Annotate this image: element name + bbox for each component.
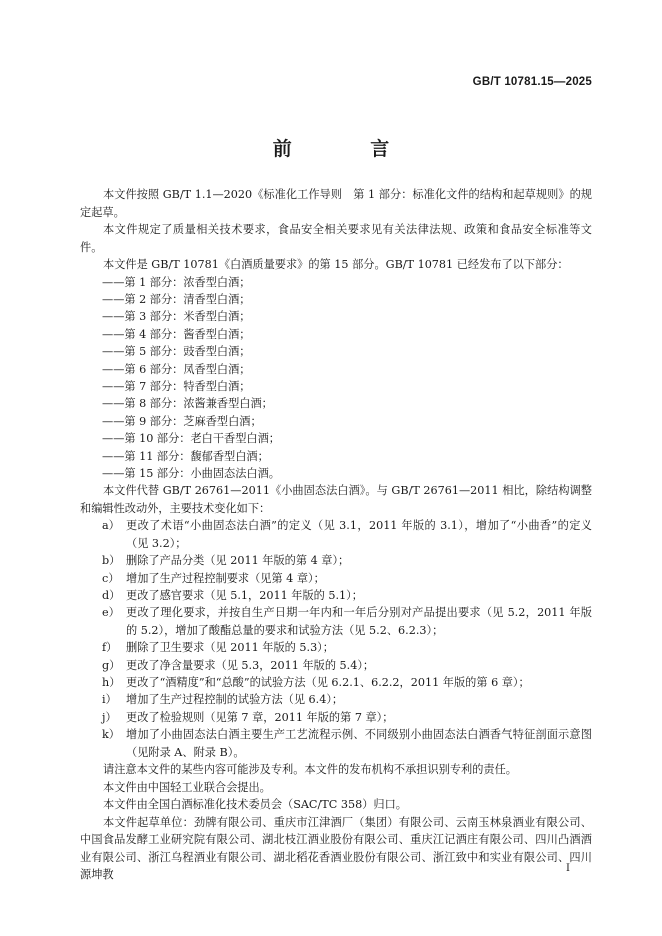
change-item: [80, 639, 592, 656]
change-item: [80, 604, 592, 639]
change-item: [80, 657, 592, 674]
list-item: ——第 7 部分：特香型白酒；: [102, 379, 251, 393]
paragraph-proposer: 本文件由中国轻工业联合会提出。: [103, 780, 271, 794]
change-text: 更改了感官要求（见 5.1，2011 年版的 5.1）；: [126, 589, 363, 602]
paragraph-drafting-units: 本文件起草单位：劲牌有限公司、重庆市江津酒厂（集团）有限公司、云南玉林泉酒业有限公司、中国食品发酵工业研究院有限公司、湖北枝江酒业股份有限公司、重庆江记酒庄有限公司、四川凸酒酒业有限公司、浙江乌程酒业有限公司、湖北稻花香酒业股份有限公司、浙江致中和实业有限公司、四川源坤教: [80, 815, 592, 882]
change-text: 删除了产品分类（见 2011 年版的第 4 章）；: [126, 554, 350, 568]
change-label: f）: [102, 641, 118, 655]
change-text: 增加了生产过程控制要求（见第 4 章）；: [126, 571, 325, 585]
list-item: ——第 15 部分：小曲固态法白酒。: [102, 466, 280, 480]
paragraph-committee: 本文件由全国白酒标准化技术委员会（SAC/TC 358）归口。: [103, 798, 407, 812]
change-text: 更改了净含量要求（见 5.3，2011 年版的 5.4）；: [126, 658, 375, 672]
change-label: k）: [102, 728, 120, 742]
change-item: [80, 709, 592, 726]
change-label: b）: [102, 554, 121, 568]
change-item: [80, 674, 592, 691]
page-title: 前 言: [272, 138, 426, 160]
change-label: c）: [102, 571, 120, 585]
list-item: ——第 5 部分：豉香型白酒；: [102, 345, 251, 359]
paragraph-replacement: 本文件代替 GB/T 26761—2011《小曲固态法白酒》。与 GB/T 26761—2011 相比，除结构调整和编辑性改动外，主要技术变化如下：: [80, 484, 592, 515]
change-label: i）: [102, 693, 117, 707]
list-item: ——第 6 部分：凤香型白酒；: [102, 362, 251, 376]
change-text: 更改了“酒精度”和“总酸”的试验方法（见 6.2.1、6.2.2，2011 年版的第 6 章）；: [126, 676, 530, 690]
change-label: g）: [102, 658, 121, 672]
change-label: a）: [102, 519, 120, 533]
change-label: d）: [102, 589, 121, 602]
change-label: e）: [102, 606, 120, 620]
change-item: [80, 517, 592, 552]
standard-code: GB/T 10781.15—2025: [472, 76, 592, 88]
list-item: ——第 8 部分：浓酱兼香型白酒；: [102, 397, 273, 411]
list-item: ——第 1 部分：浓香型白酒；: [102, 275, 251, 289]
change-label: h）: [102, 676, 121, 690]
list-item: ——第 11 部分：馥郁香型白酒；: [102, 449, 269, 463]
paragraph-patent-notice: 请注意本文件的某些内容可能涉及专利。本文件的发布机构不承担识别专利的责任。: [103, 763, 517, 777]
change-item: [80, 691, 592, 708]
change-item: [80, 552, 592, 569]
document-body: [80, 186, 592, 884]
change-text: 更改了理化要求，并按自生产日期一年内和一年后分别对产品提出要求（见 5.2，2011 年版的 5.2），增加了酸酯总量的要求和试验方法（见 5.2、6.2.3）；: [126, 606, 592, 637]
paragraph-drafting-rules: 本文件按照 GB/T 1.1—2020《标准化工作导则 第 1 部分：标准化文件的结构和起草规则》的规定起草。: [80, 188, 592, 219]
paragraph-scope-note: 本文件规定了质量相关技术要求，食品安全相关要求见有关法律法规、政策和食品安全标准等文件。: [80, 223, 592, 254]
changes-list: [80, 517, 592, 761]
change-text: 删除了卫生要求（见 2011 年版的 5.3）；: [126, 641, 334, 655]
change-text: 增加了小曲固态法白酒主要生产工艺流程示例、不同级别小曲固态法白酒香气特征剖面示意图（见附录 A、附录 B）。: [126, 728, 592, 759]
list-item: ——第 2 部分：清香型白酒；: [102, 292, 251, 306]
list-item: ——第 4 部分：酱香型白酒；: [102, 327, 251, 341]
page-number: I: [566, 863, 570, 874]
list-item: ——第 9 部分：芝麻香型白酒；: [102, 414, 262, 428]
change-label: j）: [102, 710, 117, 724]
paragraph-series-info: 本文件是 GB/T 10781《白酒质量要求》的第 15 部分。GB/T 10781 已经发布了以下部分：: [103, 258, 569, 271]
change-text: 增加了生产过程控制的试验方法（见 6.4）；: [126, 693, 344, 707]
change-item: [80, 570, 592, 587]
change-text: 更改了检验规则（见第 7 章，2011 年版的第 7 章）；: [126, 710, 394, 724]
change-text: 更改了术语“小曲固态法白酒”的定义（见 3.1，2011 年版的 3.1），增加了“小曲香”的定义（见 3.2）；: [126, 519, 592, 550]
list-item: ——第 3 部分：米香型白酒；: [102, 310, 251, 324]
parts-list: [80, 274, 592, 483]
change-item: [80, 587, 592, 604]
list-item: ——第 10 部分：老白干香型白酒；: [102, 432, 280, 446]
change-item: [80, 726, 592, 761]
